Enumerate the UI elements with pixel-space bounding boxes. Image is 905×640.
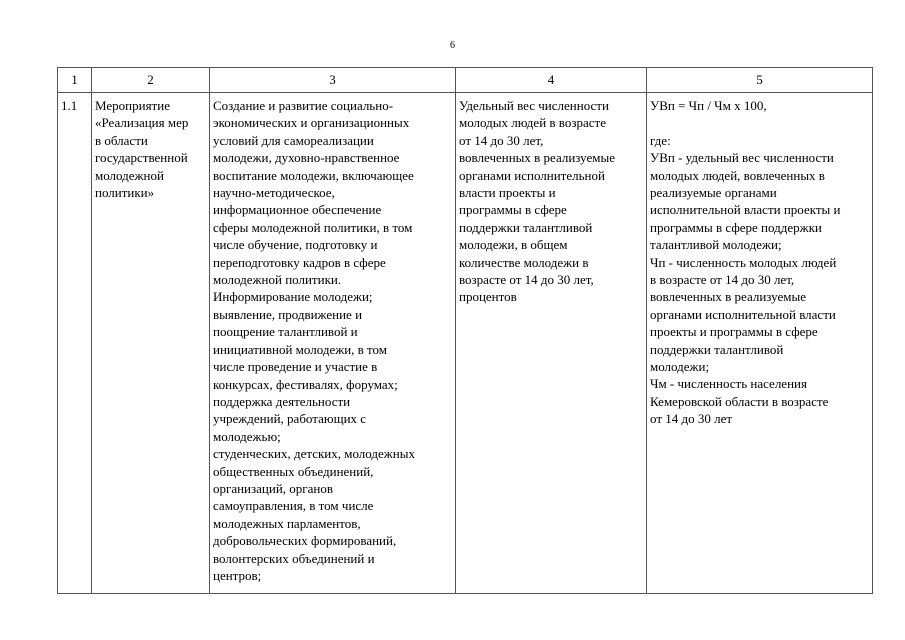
text-line: центров; [213,567,262,583]
text-line: молодежи, духовно-нравственное [213,150,400,166]
table-row [58,93,873,594]
text-line: информационное обеспечение [213,202,382,218]
text-line: организаций, органов [213,480,333,496]
text-line: молодежью; [213,428,281,444]
text-line: выявление, продвижение и [213,306,363,322]
text-line: числе обучение, подготовку и [213,237,378,253]
text-line: количестве молодежи в [459,254,589,270]
text-line: добровольческих формирований, [213,533,397,549]
text-line: научно-методическое, [213,185,335,201]
text-line: Чп - численность молодых людей [650,254,837,270]
indicator-cell [456,93,647,594]
text-line: молодежи, в общем [459,237,568,253]
text-line: от 14 до 30 лет [650,411,733,427]
text-line: поддержка деятельности [213,393,351,409]
text-line: Чм - численность населения [650,376,807,392]
text-line: конкурсах, фестивалях, форумах; [213,376,398,392]
text-line: исполнительной власти проекты и [650,202,841,218]
text-line: Создание и развитие социально- [213,98,394,113]
text-line: вовлеченных в реализуемые [459,150,615,166]
page-number: 6 [450,40,455,51]
text-line: поощрение талантливой и [213,324,358,340]
text-line: Информирование молодежи; [213,289,373,305]
text-line: сферы молодежной политики, в том [213,219,413,235]
text-line: инициативной молодежи, в том [213,341,388,357]
text-line: программы в сфере поддержки [650,219,822,235]
text-line: УВп = Чп / Чм х 100, [650,98,767,113]
text-line: поддержки талантливой [459,219,593,235]
text-line: программы в сфере [459,202,567,218]
text-line: молодежной [95,167,164,183]
row-number-cell: 1.1 [58,93,92,594]
text-line: возрасте от 14 до 30 лет, [459,272,594,288]
text-line: поддержки талантливой [650,341,784,357]
text-line: воспитание молодежи, включающее [213,167,414,183]
text-line: реализуемые органами [650,185,777,201]
text-line: молодых людей в возрасте [459,115,606,131]
column-header-5: 5 [647,68,873,93]
text-line: Удельный вес численности [459,98,609,113]
text-line: политики» [95,185,155,201]
table-header-row [58,68,873,93]
text-line: «Реализация мер [95,115,189,131]
text-line: органами исполнительной [459,167,605,183]
text-line: где: [650,132,671,148]
text-line: в возрасте от 14 до 30 лет, [650,272,795,288]
text-line: вовлеченных в реализуемые [650,289,806,305]
text-line: волонтерских объединений и [213,550,375,566]
column-header-1: 1 [58,68,92,93]
text-line: процентов [459,289,517,305]
text-line: общественных объединений, [213,463,374,479]
text-line: студенческих, детских, молодежных [213,446,415,462]
column-header-4: 4 [456,68,647,93]
text-line: УВп - удельный вес численности [650,150,834,166]
text-line: экономических и организационных [213,115,410,131]
text-line: органами исполнительной власти [650,306,836,322]
text-line: самоуправления, в том числе [213,498,374,514]
column-header-3: 3 [210,68,456,93]
text-line: молодежи; [650,359,710,375]
text-line: Кемеровской области в возрасте [650,393,829,409]
text-line: государственной [95,150,188,166]
text-line: переподготовку кадров в сфере [213,254,386,270]
text-line: власти проекты и [459,185,556,201]
text-line: Мероприятие [95,98,170,113]
description-cell [210,93,456,594]
text-line: талантливой молодежи; [650,237,782,253]
text-line: молодежных парламентов, [213,515,361,531]
column-header-2: 2 [92,68,210,93]
text-line: учреждений, работающих с [213,411,367,427]
text-line: числе проведение и участие в [213,359,378,375]
text-line: от 14 до 30 лет, [459,132,544,148]
text-line: молодых людей, вовлеченных в [650,167,825,183]
event-name-cell [92,93,210,594]
text-line: проекты и программы в сфере [650,324,818,340]
document-table [57,67,873,594]
text-line: в области [95,132,148,148]
text-line: условий для самореализации [213,132,374,148]
text-line: молодежной политики. [213,272,342,288]
formula-cell [647,93,873,594]
text-line [650,114,869,131]
